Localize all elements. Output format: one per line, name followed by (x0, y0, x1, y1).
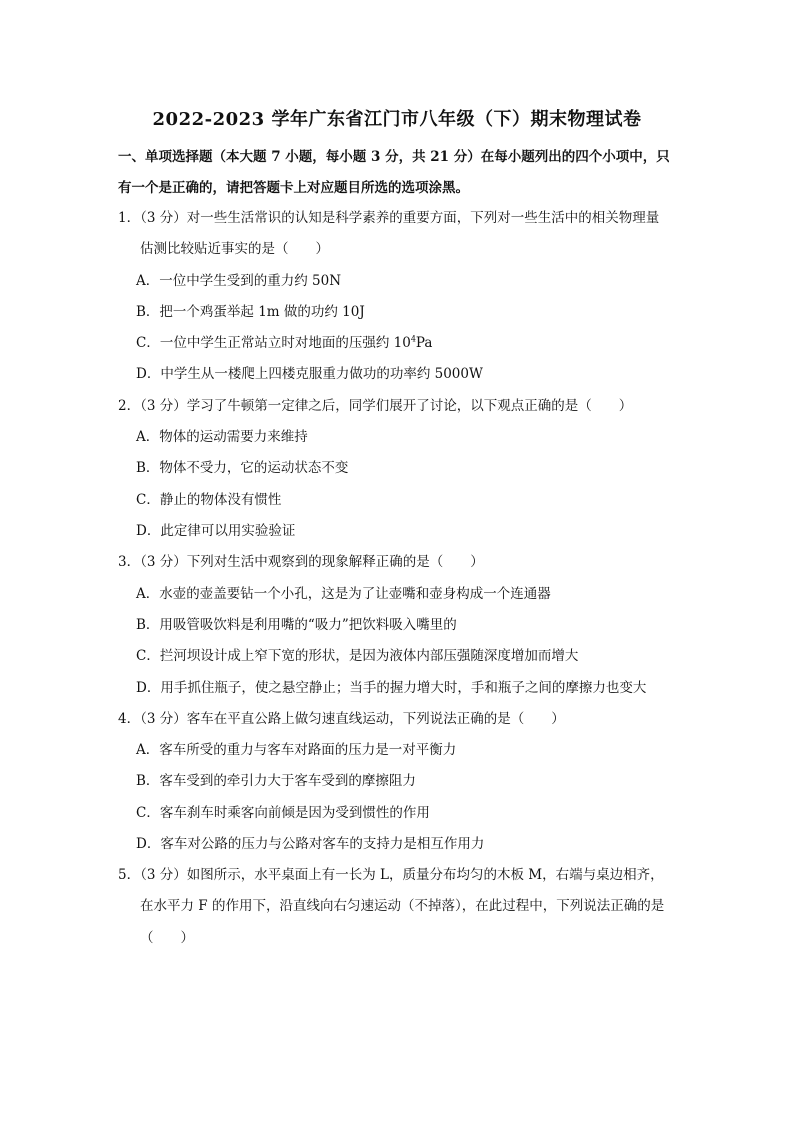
q1-option-d: D．中学生从一楼爬上四楼克服重力做功的功率约 5000W (136, 366, 483, 382)
q4-option-c: C．客车刹车时乘客向前倾是因为受到惯性的作用 (136, 805, 430, 821)
q1-option-c (136, 331, 432, 351)
q2-option-c: C．静止的物体没有惯性 (136, 492, 282, 508)
q3-option-b: B．用吸管吸饮料是利用嘴的“吸力”把饮料吸入嘴里的 (136, 617, 457, 633)
q5-stem-line-2: 在水平力 F 的作用下，沿直线向右匀速运动（不掉落），在此过程中，下列说法正确的是 (140, 898, 665, 914)
q5-stem-line-3: （ ） (140, 930, 194, 946)
q2-option-a: A．物体的运动需要力来维持 (136, 429, 308, 445)
q3-option-c: C．拦河坝设计成上窄下宽的形状，是因为液体内部压强随深度增加而增大 (136, 648, 579, 664)
q2-option-d: D．此定律可以用实验验证 (136, 523, 296, 539)
q4-option-d: D．客车对公路的压力与公路对客车的支持力是相互作用力 (136, 836, 485, 852)
q3-option-a: A．水壶的壶盖要钻一个小孔，这是为了让壶嘴和壶身构成一个连通器 (136, 586, 551, 602)
q1-stem-line-1: 1．（3 分）对一些生活常识的认知是科学素养的重要方面，下列对一些生活中的相关物理量 (118, 210, 660, 226)
q4-stem-line-1: 4．（3 分）客车在平直公路上做匀速直线运动，下列说法正确的是（ ） (118, 711, 565, 727)
q1-option-c-unit: Pa (415, 335, 433, 351)
q1-stem-line-2: 估测比较贴近事实的是（ ） (140, 241, 329, 257)
q2-option-b: B．物体不受力，它的运动状态不变 (136, 460, 349, 476)
q3-option-d: D．用手抓住瓶子，使之悬空静止；当手的握力增大时，手和瓶子之间的摩擦力也变大 (136, 680, 647, 696)
q1-option-c-exponent: 4 (410, 334, 416, 344)
page-title: 2022-2023 学年广东省江门市八年级（下）期末物理试卷 (152, 109, 642, 130)
q3-stem-line-1: 3．（3 分）下列对生活中观察到的现象解释正确的是（ ） (118, 554, 484, 570)
section-heading-line-2: 有一个是正确的，请把答题卡上对应题目所选的选项涂黑。 (118, 180, 469, 196)
section-heading-line-1: 一、单项选择题（本大题 7 小题，每小题 3 分，共 21 分）在每小题列出的四个小项中，只 (118, 149, 670, 165)
q1-option-b: B．把一个鸡蛋举起 1m 做的功约 10J (136, 304, 365, 320)
q5-stem-line-1: 5．（3 分）如图所示，水平桌面上有一长为 L，质量分布均匀的木板 M，右端与桌边相齐， (118, 867, 664, 883)
q1-option-a: A．一位中学生受到的重力约 50N (136, 273, 342, 289)
q4-option-b: B．客车受到的牵引力大于客车受到的摩擦阻力 (136, 773, 416, 789)
q2-stem-line-1: 2．（3 分）学习了牛顿第一定律之后，同学们展开了讨论，以下观点正确的是（ ） (118, 398, 633, 414)
q4-option-a: A．客车所受的重力与客车对路面的压力是一对平衡力 (136, 742, 457, 758)
section-heading (118, 142, 688, 204)
q1-option-c-text: C．一位中学生正常站立时对地面的压强约 10 (136, 335, 411, 351)
